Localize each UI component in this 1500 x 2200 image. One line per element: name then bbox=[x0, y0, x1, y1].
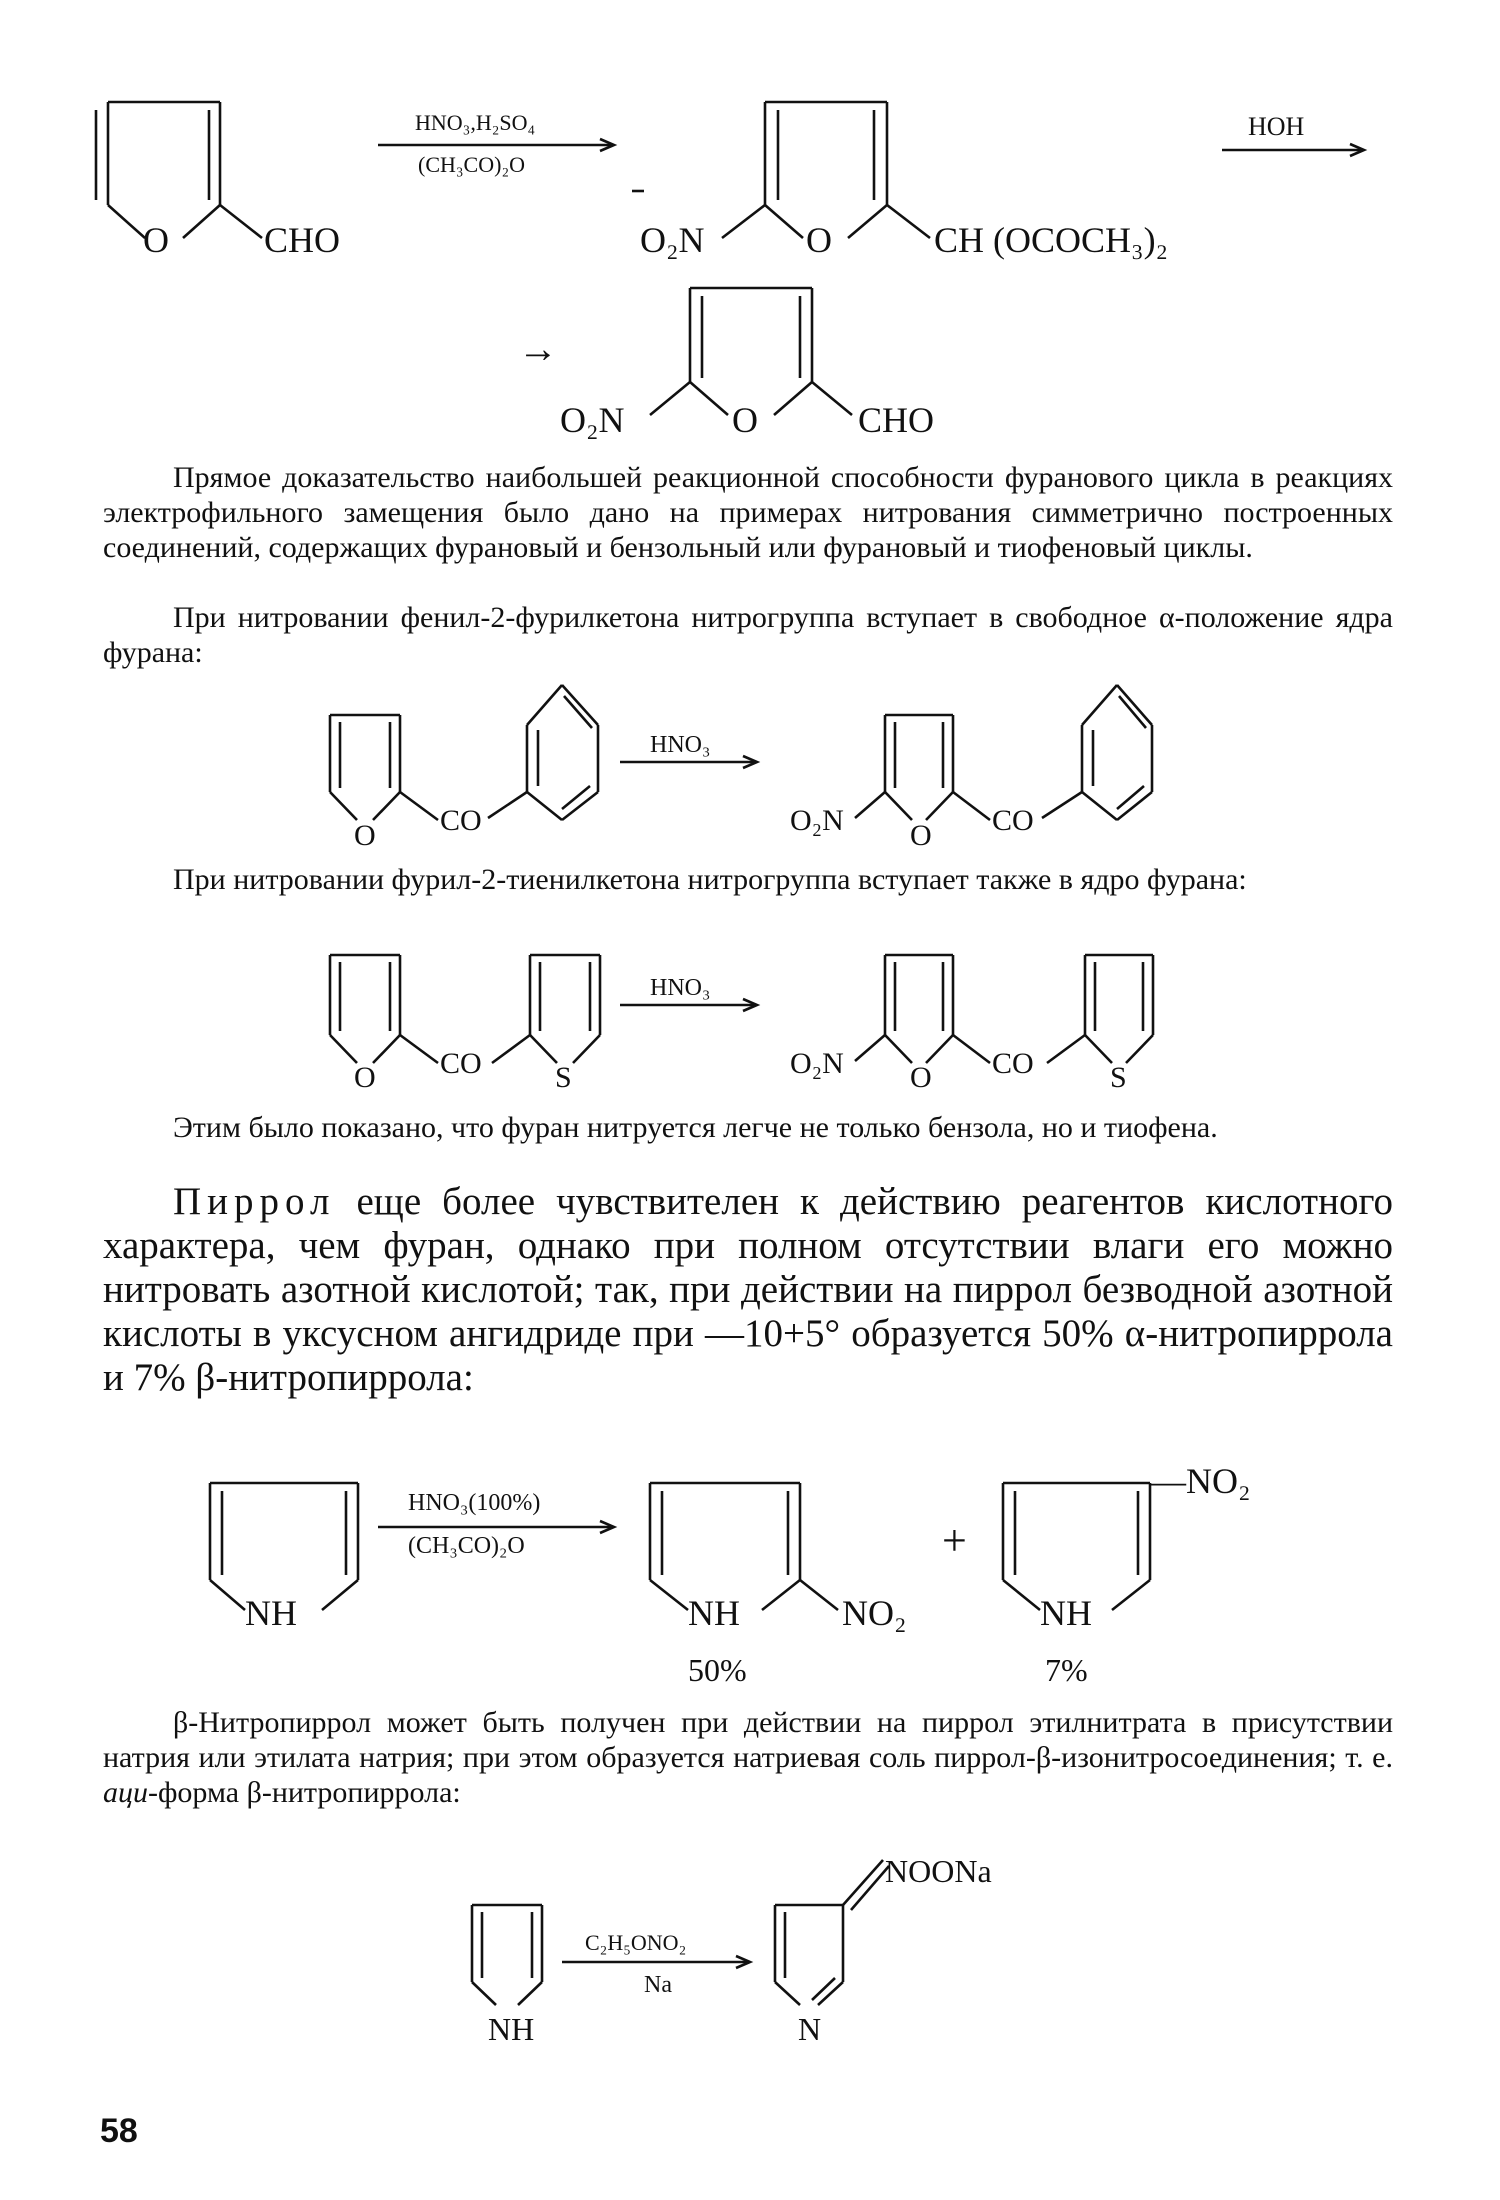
nitro-group-label: O₂N bbox=[790, 804, 844, 837]
page-number: 58 bbox=[100, 2112, 138, 2150]
reaction-scheme-5 bbox=[0, 1840, 1500, 2050]
ring-sulfur-label: S bbox=[555, 1061, 572, 1094]
reaction-scheme-4 bbox=[0, 1445, 1500, 1695]
furan-ring-left bbox=[330, 955, 438, 1063]
nh-group-label: NH bbox=[1040, 1593, 1092, 1633]
carbonyl-label: CO bbox=[992, 1047, 1034, 1080]
scheme-furfural-nitration bbox=[0, 60, 1500, 455]
nitro-group-label: O₂N bbox=[790, 1047, 844, 1080]
aci-form-italic: аци bbox=[103, 1776, 148, 1809]
nh-group-label: NH bbox=[488, 2011, 535, 2047]
reagent-bottom-label: (CH₃CO)₂O bbox=[408, 1533, 525, 1559]
carbonyl-label: CO bbox=[440, 804, 482, 837]
reagent-top-label: C₂H₅ONO₂ bbox=[585, 1930, 687, 1955]
pyrrole-aci-ring bbox=[775, 1860, 889, 2005]
cho-group-label: CHO bbox=[264, 220, 341, 260]
reaction-scheme-3 bbox=[0, 935, 1500, 1095]
ring-oxygen-label: O bbox=[354, 1061, 376, 1094]
nh-group-label: NH bbox=[245, 1593, 297, 1633]
nh-group-label: NH bbox=[688, 1593, 740, 1633]
thiophene-ring-left bbox=[492, 955, 600, 1063]
scheme-pyrrole-nitration bbox=[0, 1445, 1500, 1695]
ring-nitrogen-label: N bbox=[798, 2011, 822, 2047]
furan-ring-intermediate bbox=[722, 102, 930, 238]
alpha-yield-label: 50% bbox=[688, 1652, 747, 1688]
alpha-nitro-label: NO₂ bbox=[842, 1593, 907, 1633]
reagent-top-label: HNO₃(100%) bbox=[408, 1490, 541, 1516]
hydrolysis-reagent-label: HOH bbox=[1248, 112, 1305, 141]
diacetate-group-label: CH (OCOCH₃)₂ bbox=[934, 220, 1169, 260]
cho-group-label: CHO bbox=[858, 400, 935, 440]
reaction-scheme-2 bbox=[0, 670, 1500, 860]
paragraph-text-part-2: -форма β-нитропиррола: bbox=[148, 1776, 461, 1809]
reagent-bottom-label: Na bbox=[644, 1972, 672, 1998]
carbonyl-label: CO bbox=[992, 804, 1034, 837]
paragraph-furan-vs-thiophene: Этим было показано, что фуран нитруется легче не только бензола, но и тиофена. bbox=[173, 1111, 1218, 1144]
reagent-bottom-label: (CH₃CO)₂O bbox=[418, 152, 526, 177]
beta-yield-label: 7% bbox=[1045, 1652, 1088, 1688]
reagent-top-label: HNO₃,H₂SO₄ bbox=[415, 110, 536, 135]
paragraph-pyrrole-nitration bbox=[103, 1180, 1393, 1400]
paragraph-beta-nitropyrrole bbox=[103, 1705, 1393, 1810]
pyrrole-ring-start bbox=[472, 1905, 542, 2005]
pyrrole-ring-start bbox=[210, 1483, 358, 1610]
paragraph-text-part-1: β-Нитропиррол может быть получен при действии на пиррол этилнитрата в присутствии натрия или этилата натрия; при этом образуется натриевая соль пиррол-β-изонитросоединения; т. е. bbox=[103, 1706, 1393, 1774]
furan-ring-product bbox=[650, 288, 852, 415]
ring-oxygen-label: O bbox=[806, 220, 832, 260]
furan-ring-right bbox=[855, 955, 990, 1063]
pyrrole-ring-alpha-product bbox=[650, 1483, 838, 1610]
benzene-ring-left bbox=[488, 685, 598, 820]
ring-oxygen-label: O bbox=[910, 1061, 932, 1094]
scheme-furyl-thienyl-ketone bbox=[0, 935, 1500, 1095]
reagent-label: HNO₃ bbox=[650, 975, 711, 1001]
benzene-ring-right bbox=[1042, 685, 1152, 820]
paragraph-furyl-thienyl-ketone: При нитровании фурил-2-тиенилкетона нитрогруппа вступает также в ядро фурана: bbox=[173, 863, 1247, 896]
nitro-group-label: O₂N bbox=[640, 220, 705, 260]
scheme-phenyl-furyl-ketone bbox=[0, 670, 1500, 860]
plus-sign: + bbox=[942, 1516, 967, 1565]
continuation-arrow-icon: → bbox=[518, 326, 558, 371]
thiophene-ring-right bbox=[1047, 955, 1153, 1063]
furan-ring-furfural bbox=[96, 102, 262, 238]
paragraph-phenyl-furyl-ketone: При нитровании фенил-2-фурилкетона нитрогруппа вступает в свободное α-положение ядра фурана: bbox=[103, 601, 1393, 669]
ring-oxygen-label: O bbox=[732, 400, 758, 440]
ring-oxygen-label: O bbox=[910, 819, 932, 852]
reaction-scheme-1 bbox=[0, 60, 1500, 455]
nitro-group-label: O₂N bbox=[560, 400, 625, 440]
beta-nitro-label: —NO₂ bbox=[1150, 1461, 1251, 1501]
reagent-label: HNO₃ bbox=[650, 732, 711, 758]
noona-group-label: NOONa bbox=[885, 1853, 992, 1889]
carbonyl-label: CO bbox=[440, 1047, 482, 1080]
pyrrole-paragraph-body: еще более чувствителен к действию реагентов кислотного характера, чем фуран, однако при полном отсутствии влаги его можно нитровать азотной кислотой; так, при действии на пиррол безводной азотной кислоты в уксусном ангидриде при —10+5° образуется 50% α-нитропиррола и 7% β-нитропиррола: bbox=[103, 1180, 1393, 1399]
pyrrole-ring-beta-product bbox=[1003, 1483, 1150, 1610]
pyrrole-spaced-word: Пиррол bbox=[173, 1180, 336, 1223]
ring-oxygen-label: O bbox=[143, 220, 169, 260]
scheme-ethyl-nitrate bbox=[0, 1840, 1500, 2050]
furan-ring-left bbox=[330, 715, 438, 820]
paragraph-furan-reactivity: Прямое доказательство наибольшей реакционной способности фуранового цикла в реакциях электрофильного замещения было дано на примерах нитрования симметрично построенных соединений, содержащих фурановый и бензольный или фурановый и тиофеновый циклы. bbox=[103, 461, 1393, 564]
furan-ring-right bbox=[855, 715, 990, 820]
ring-oxygen-label: O bbox=[354, 819, 376, 852]
ring-sulfur-label: S bbox=[1110, 1061, 1127, 1094]
